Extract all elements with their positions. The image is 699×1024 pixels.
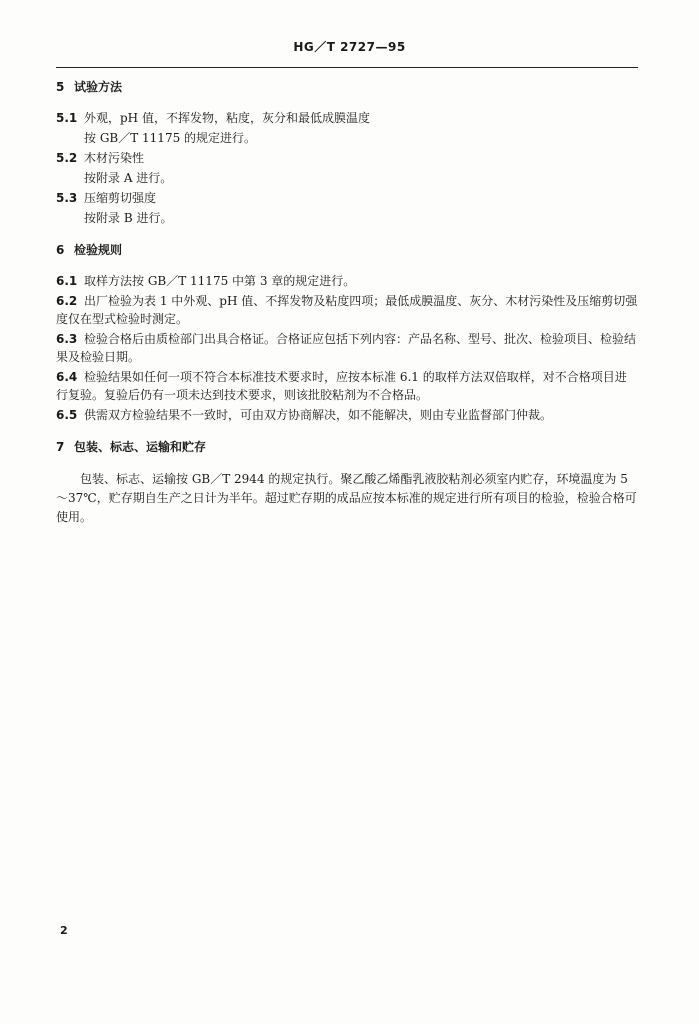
clause-6-3-text: 检验合格后由质检部门出具合格证。合格证应包括下列内容：产品名称、型号、批次、检验项目、检验结果及检验日期。 (56, 332, 637, 364)
clause-6-5 (56, 406, 638, 424)
clause-5-3 (56, 189, 638, 207)
clause-6-2-text: 出厂检验为表 1 中外观、pH 值、不挥发物及粘度四项；最低成膜温度、灰分、木材污染性及压缩剪切强度仅在型式检验时测定。 (56, 294, 638, 326)
section-5-number: 5 (56, 80, 65, 94)
clause-5-2 (56, 149, 638, 167)
section-5-heading (56, 78, 638, 96)
section-7-number: 7 (56, 440, 65, 454)
clause-6-1-text: 取样方法按 GB／T 11175 中第 3 章的规定进行。 (84, 274, 356, 288)
clause-5-2-detail: 按附录 A 进行。 (84, 171, 173, 185)
page-number: 2 (60, 924, 68, 937)
standard-code-header: HG／T 2727—95 (293, 40, 406, 54)
clause-6-5-text: 供需双方检验结果不一致时，可由双方协商解决，如不能解决，则由专业监督部门仲裁。 (84, 408, 553, 422)
clause-5-2-text: 木材污染性 (84, 151, 145, 165)
clause-6-3-number: 6.3 (56, 332, 78, 346)
section-5-title: 试验方法 (74, 80, 123, 94)
clause-6-4-text: 检验结果如任何一项不符合本标准技术要求时，应按本标准 6.1 的取样方法双倍取样，对不合格项目进行复验。复验后仍有一项未达到技术要求，则该批胶粘剂为不合格品。 (56, 370, 627, 402)
section-7-heading (56, 438, 638, 456)
clause-6-4-number: 6.4 (56, 370, 78, 384)
clause-6-3 (56, 330, 638, 366)
clause-6-5-number: 6.5 (56, 408, 78, 422)
document-body (56, 72, 638, 527)
clause-5-1-text: 外观，pH 值，不挥发物，粘度，灰分和最低成膜温度 (84, 111, 370, 125)
header-rule (56, 67, 638, 68)
section-6-heading (56, 241, 638, 259)
clause-5-3-text: 压缩剪切强度 (84, 191, 157, 205)
clause-5-2-number: 5.2 (56, 151, 78, 165)
clause-6-2 (56, 292, 638, 328)
clause-6-4 (56, 368, 638, 404)
clause-5-3-detail: 按附录 B 进行。 (84, 211, 173, 225)
section-6-number: 6 (56, 243, 65, 257)
clause-6-2-number: 6.2 (56, 294, 78, 308)
section-7-paragraph: 包装、标志、运输按 GB／T 2944 的规定执行。聚乙酸乙烯酯乳液胶粘剂必须室内贮存，环境温度为 5～37℃，贮存期自生产之日计为半年。超过贮存期的成品应按本标准的规定进行所有项目的检验，检验合格可使用。 (56, 472, 637, 524)
section-7-title: 包装、标志、运输和贮存 (74, 440, 207, 454)
clause-5-1 (56, 109, 638, 127)
clause-5-1-detail: 按 GB／T 11175 的规定进行。 (84, 131, 257, 145)
clause-6-1-number: 6.1 (56, 274, 78, 288)
section-6-title: 检验规则 (74, 243, 123, 257)
clause-6-1 (56, 272, 638, 290)
clause-5-3-number: 5.3 (56, 191, 78, 205)
clause-5-1-number: 5.1 (56, 111, 78, 125)
